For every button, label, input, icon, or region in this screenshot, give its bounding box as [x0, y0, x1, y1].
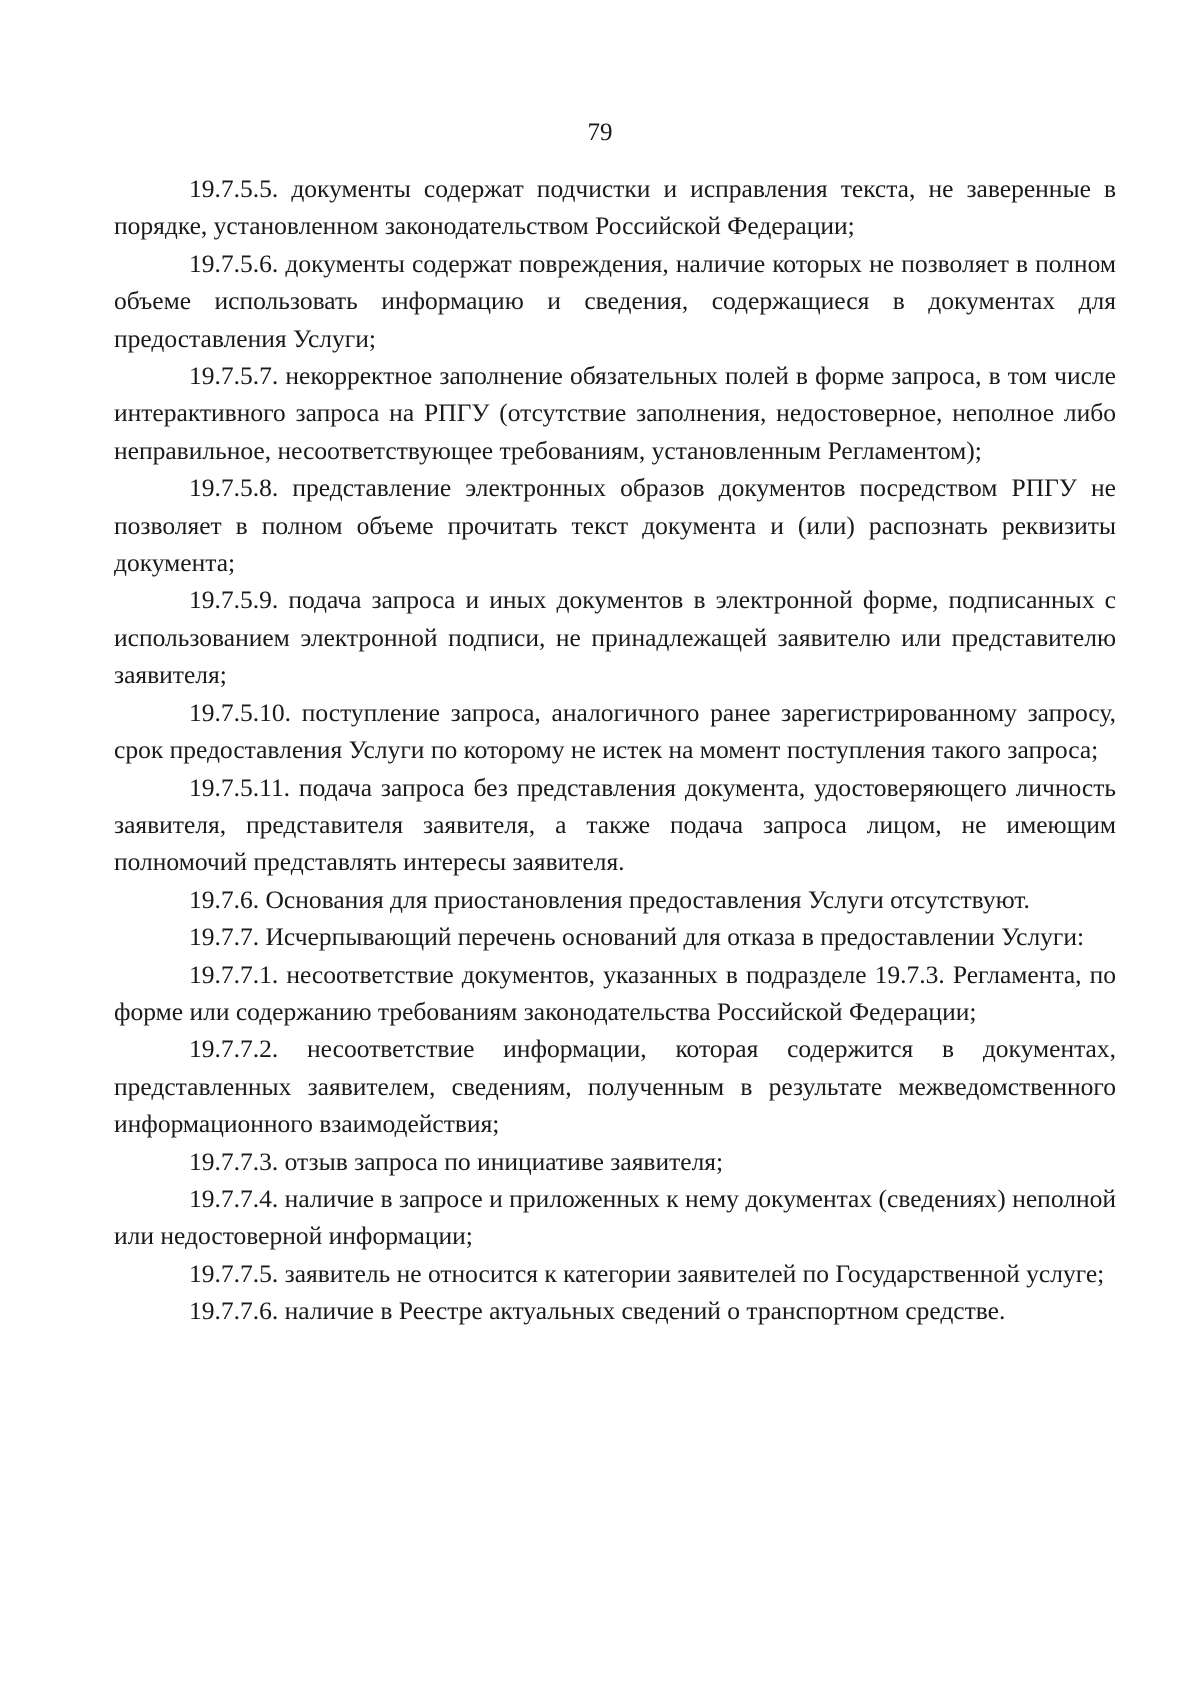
- paragraph-19-7-6: 19.7.6. Основания для приостановления предоставления Услуги отсутствуют.: [189, 884, 1030, 914]
- paragraph-19-7-7: 19.7.7. Исчерпывающий перечень оснований для отказа в предоставлении Услуги:: [189, 922, 1085, 952]
- paragraph-19-7-5-5: 19.7.5.5. документы содержат подчистки и исправления текста, не заверенные в порядке, установленном законодательством Российской Федерации;: [114, 174, 1116, 241]
- paragraph-19-7-7-1: 19.7.7.1. несоответствие документов, указанных в подразделе 19.7.3. Регламента, по форме или содержанию требованиям законодательства Российской Федерации;: [114, 959, 1116, 1026]
- paragraph-19-7-5-8: 19.7.5.8. представление электронных образов документов посредством РПГУ не позволяет в полном объеме прочитать текст документа и (или) распознать реквизиты документа;: [114, 473, 1116, 578]
- paragraph-19-7-5-9: 19.7.5.9. подача запроса и иных документов в электронной форме, подписанных с использованием электронной подписи, не принадлежащей заявителю или представителю заявителя;: [114, 585, 1116, 690]
- paragraph-19-7-5-10: 19.7.5.10. поступление запроса, аналогичного ранее зарегистрированному запросу, срок предоставления Услуги по которому не истек на момент поступления такого запроса;: [114, 697, 1116, 765]
- paragraph-19-7-7-4: 19.7.7.4. наличие в запросе и приложенных к нему документах (сведениях) неполной или недостоверной информации;: [114, 1183, 1116, 1251]
- paragraph-19-7-5-11: 19.7.5.11. подача запроса без представления документа, удостоверяющего личность заявителя, представителя заявителя, а также подача запроса лицом, не имеющим полномочий представлять интересы заявителя.: [114, 772, 1116, 877]
- paragraph-19-7-7-2: 19.7.7.2. несоответствие информации, которая содержится в документах, представленных заявителем, сведениям, полученным в результате межведомственного информационного взаимодействия;: [114, 1034, 1116, 1139]
- page-number: 79: [587, 119, 613, 146]
- paragraph-19-7-7-6: 19.7.7.6. наличие в Реестре актуальных сведений о транспортном средстве.: [189, 1296, 1006, 1326]
- paragraph-19-7-5-7: 19.7.5.7. некорректное заполнение обязательных полей в форме запроса, в том числе интерактивного запроса на РПГУ (отсутствие заполнения, недостоверное, неполное либо неправильное, несоответствующее требованиям, установленным Регламентом);: [114, 361, 1116, 465]
- paragraph-19-7-5-6: 19.7.5.6. документы содержат повреждения, наличие которых не позволяет в полном объеме использовать информацию и сведения, содержащиеся в документах для предоставления Услуги;: [114, 248, 1116, 353]
- paragraph-19-7-7-3: 19.7.7.3. отзыв запроса по инициативе заявителя;: [189, 1146, 724, 1176]
- paragraph-19-7-7-5: 19.7.7.5. заявитель не относится к категории заявителей по Государственной услуге;: [189, 1258, 1105, 1288]
- document-body: [114, 170, 1116, 1330]
